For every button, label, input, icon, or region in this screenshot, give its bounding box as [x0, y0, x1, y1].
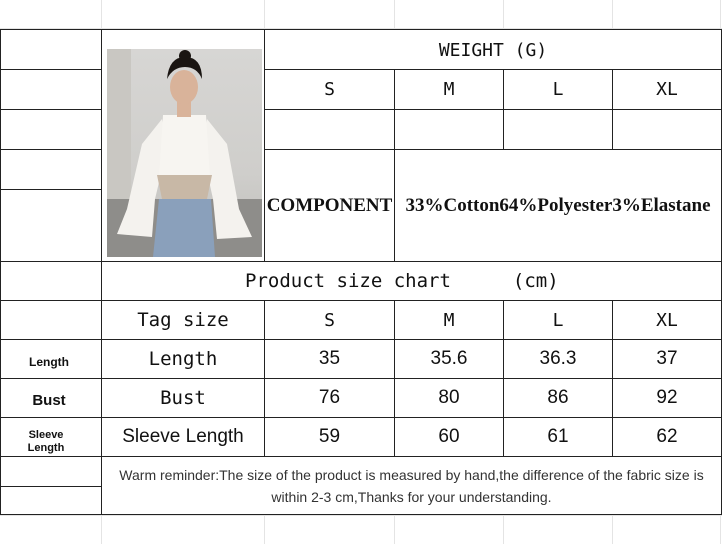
sleeve-s: 59 [264, 417, 395, 457]
weight-value-xl [612, 109, 722, 150]
left-blank-cell [0, 486, 102, 515]
left-blank-cell [0, 300, 102, 340]
left-blank-cell [0, 109, 102, 150]
left-blank-cell [0, 261, 102, 301]
side-label-sleeve-length: Sleeve Length [20, 428, 72, 456]
bust-l: 86 [503, 378, 613, 418]
bust-s: 76 [264, 378, 395, 418]
size-chart-title-row [101, 261, 722, 301]
weight-size-l: L [503, 69, 613, 110]
size-header-m: M [394, 300, 504, 340]
bust-xl: 92 [612, 378, 722, 418]
left-blank-cell [0, 29, 102, 70]
size-header-xl: XL [612, 300, 722, 340]
weight-value-l [503, 109, 613, 150]
component-label: COMPONENT [264, 149, 395, 262]
warm-reminder: Warm reminder:The size of the product is measured by hand,the difference of the fabric size is within 2-3 cm,Thanks for your understanding. [101, 456, 722, 515]
length-l: 36.3 [503, 339, 613, 379]
left-blank-cell [0, 189, 102, 262]
length-m: 35.6 [394, 339, 504, 379]
weight-header: WEIGHT (G) [264, 29, 722, 70]
weight-value-m [394, 109, 504, 150]
row-label-bust: Bust [101, 378, 265, 418]
row-label-length: Length [101, 339, 265, 379]
tag-size-label: Tag size [101, 300, 265, 340]
size-chart-title: Product size chart [245, 270, 451, 292]
bust-m: 80 [394, 378, 504, 418]
side-label-length: Length [20, 352, 78, 372]
size-header-l: L [503, 300, 613, 340]
length-s: 35 [264, 339, 395, 379]
weight-value-s [264, 109, 395, 150]
left-blank-cell [0, 69, 102, 110]
length-xl: 37 [612, 339, 722, 379]
size-chart-unit: (cm) [512, 270, 559, 292]
side-label-bust: Bust [20, 387, 78, 413]
sleeve-l: 61 [503, 417, 613, 457]
model-illustration [107, 49, 262, 257]
weight-size-m: M [394, 69, 504, 110]
sleeve-xl: 62 [612, 417, 722, 457]
left-blank-cell [0, 456, 102, 487]
component-value: 33%Cotton64%Polyester3%Elastane [394, 149, 722, 262]
product-photo [107, 49, 262, 257]
weight-size-xl: XL [612, 69, 722, 110]
sleeve-m: 60 [394, 417, 504, 457]
left-blank-cell [0, 149, 102, 190]
weight-size-s: S [264, 69, 395, 110]
size-header-s: S [264, 300, 395, 340]
row-label-sleeve-length: Sleeve Length [101, 417, 265, 457]
